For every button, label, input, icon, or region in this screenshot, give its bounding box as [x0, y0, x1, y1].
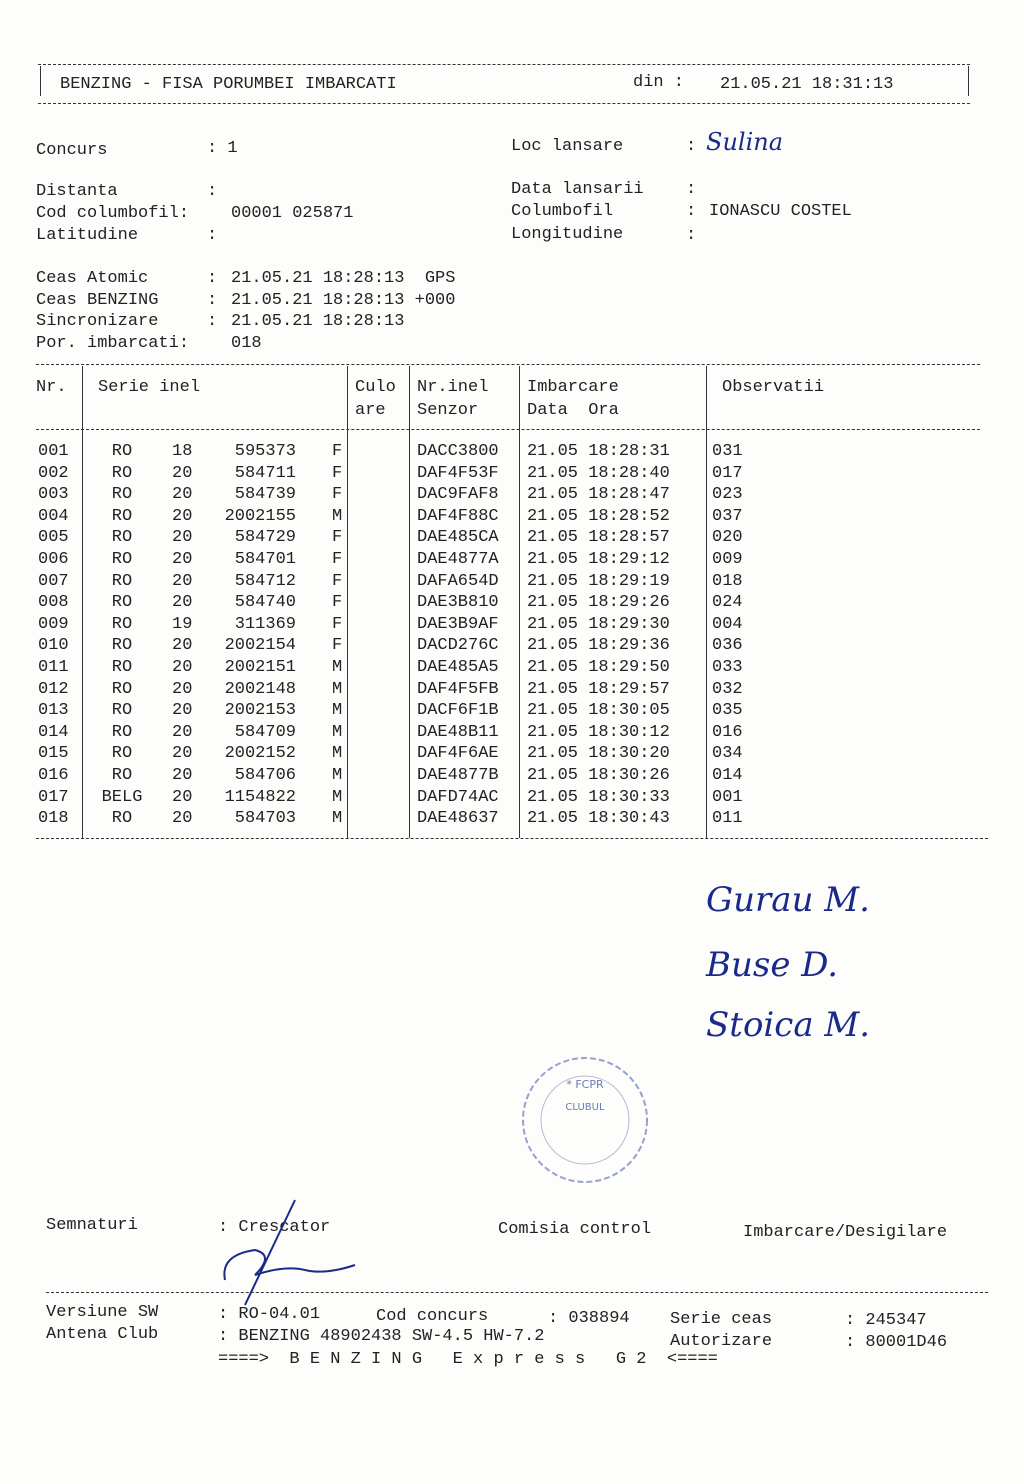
row-observatii: 024 — [712, 593, 743, 613]
table-row — [0, 441, 1024, 463]
row-sex: F — [332, 614, 343, 634]
row-observatii: 031 — [712, 442, 743, 461]
row-country: RO — [111, 593, 133, 613]
row-ring-number: 584712 — [234, 571, 296, 591]
row-country: RO — [111, 463, 133, 483]
distanta-label: Distanta — [36, 182, 118, 201]
row-observatii: 014 — [712, 766, 743, 785]
comisia-label: Comisia control — [498, 1220, 652, 1239]
header-culoare: Culo — [355, 378, 396, 397]
row-year: 18 — [172, 442, 193, 461]
table-row — [0, 463, 1024, 485]
row-boarding-time: 21.05 18:30:43 — [527, 809, 670, 829]
date-label: din : — [633, 73, 685, 92]
row-observatii: 034 — [712, 744, 743, 764]
table-row — [0, 571, 1024, 593]
row-sensor: DACC3800 — [417, 442, 499, 461]
row-ring-number: 584739 — [234, 485, 296, 505]
row-sex: F — [332, 485, 343, 505]
table-row — [0, 679, 1024, 701]
row-boarding-time: 21.05 18:29:50 — [527, 658, 670, 677]
row-country: RO — [111, 614, 133, 634]
row-boarding-time: 21.05 18:30:33 — [527, 787, 670, 807]
row-country: BELG — [101, 787, 143, 807]
table-row — [0, 765, 1024, 787]
row-sensor: DAE3B9AF — [417, 614, 499, 634]
table-row — [0, 635, 1024, 657]
divider — [36, 429, 980, 430]
row-sensor: DAE4877A — [417, 550, 499, 569]
row-sex: M — [332, 766, 343, 785]
row-country: RO — [111, 528, 133, 548]
row-sex: M — [332, 658, 343, 677]
row-sex: F — [332, 463, 343, 483]
row-boarding-time: 21.05 18:28:47 — [527, 485, 670, 505]
row-nr: 012 — [38, 679, 69, 699]
table-row — [0, 700, 1024, 722]
row-observatii: 009 — [712, 550, 743, 569]
row-country: RO — [111, 636, 133, 656]
ceas-benzing-label: Ceas BENZING — [36, 291, 159, 310]
semnaturi-label: Semnaturi — [46, 1216, 138, 1235]
row-boarding-time: 21.05 18:29:30 — [527, 614, 670, 634]
columbofil-value: IONASCU COSTEL — [709, 202, 852, 221]
ceas-benzing-value: 21.05.21 18:28:13 +000 — [231, 291, 456, 310]
row-year: 20 — [172, 636, 193, 656]
row-country: RO — [111, 506, 133, 526]
row-year: 20 — [172, 571, 193, 591]
row-observatii: 023 — [712, 485, 743, 505]
divider — [36, 838, 988, 839]
versiune-label: Versiune SW — [46, 1303, 159, 1322]
table-row — [0, 592, 1024, 614]
header-serie: Serie inel — [98, 378, 201, 397]
row-country: RO — [111, 550, 133, 569]
row-year: 20 — [172, 463, 193, 483]
antena-value: : BENZING 48902438 SW-4.5 HW-7.2 — [218, 1327, 545, 1346]
row-sex: M — [332, 787, 343, 807]
columbofil-label: Columbofil — [511, 202, 614, 221]
row-ring-number: 2002152 — [224, 744, 296, 764]
row-boarding-time: 21.05 18:29:26 — [527, 593, 670, 613]
antena-label: Antena Club — [46, 1325, 159, 1344]
row-sensor: DACD276C — [417, 636, 499, 656]
row-nr: 002 — [38, 463, 69, 483]
divider — [46, 1292, 988, 1293]
sincronizare-label: Sincronizare — [36, 312, 159, 331]
row-boarding-time: 21.05 18:28:40 — [527, 463, 670, 483]
row-sensor: DAE48B11 — [417, 722, 499, 742]
table-row — [0, 722, 1024, 744]
row-boarding-time: 21.05 18:28:52 — [527, 506, 670, 526]
row-sensor: DAF4F53F — [417, 463, 499, 483]
row-nr: 010 — [38, 636, 69, 656]
table-row — [0, 549, 1024, 571]
header-observatii: Observatii — [722, 378, 825, 397]
row-ring-number: 584709 — [234, 722, 296, 742]
serie-ceas-label: Serie ceas — [670, 1310, 773, 1329]
row-year: 20 — [172, 722, 193, 742]
autorizare-label: Autorizare — [670, 1332, 773, 1351]
row-ring-number: 2002153 — [224, 701, 296, 721]
signature-2: Buse D. — [706, 945, 839, 985]
row-sex: F — [332, 442, 343, 461]
row-boarding-time: 21.05 18:30:20 — [527, 744, 670, 764]
divider — [36, 364, 980, 365]
row-country: RO — [111, 809, 133, 829]
header-culoare-2: are — [355, 401, 386, 420]
table-row — [0, 506, 1024, 528]
table-row — [0, 527, 1024, 549]
row-observatii: 035 — [712, 701, 743, 721]
benzing-banner: ====> B E N Z I N G E x p r e s s G 2 <==== — [218, 1350, 718, 1369]
row-ring-number: 584711 — [234, 463, 296, 483]
row-year: 20 — [172, 701, 193, 721]
row-boarding-time: 21.05 18:29:19 — [527, 571, 670, 591]
data-lansarii-label: Data lansarii — [511, 180, 644, 199]
row-year: 20 — [172, 679, 193, 699]
row-ring-number: 584729 — [234, 528, 296, 548]
latitudine-label: Latitudine — [36, 226, 139, 245]
header-nr-inel: Nr.inel — [417, 378, 489, 397]
loc-lansare-label: Loc lansare — [511, 137, 624, 156]
concurs-value: : 1 — [207, 139, 238, 158]
table-row — [0, 787, 1024, 809]
row-sensor: DAF4F88C — [417, 506, 499, 526]
row-nr: 014 — [38, 722, 69, 742]
row-observatii: 036 — [712, 636, 743, 656]
row-observatii: 016 — [712, 722, 743, 742]
row-boarding-time: 21.05 18:29:57 — [527, 679, 670, 699]
row-year: 20 — [172, 506, 193, 526]
document-page: BENZING - FISA PORUMBEI IMBARCATI din : 21.05.21 18:31:13 Concurs : 1 Loc lansare : Sulina Distanta : Cod columbofil: 00001 025871 Latitudine : Data lansarii : Columbofil : IONASCU COSTEL Longitudine : Ceas Atomic : 21.05.21 18:28:13 GPS Ceas BENZING : 21.05.21 18:28:13 +000 Sincronizare : 21.05.21 18:28:13 Por. imbarcati: 018 Nr. Serie inel Culo are Nr.inel Senzor Imbarcare Data Ora Observatii 001 RO 18 595373 F DACC3800 21.05 18:28:31 031 002 RO 20 584711 F DAF4F53F 21.05 18:28:40 017 003 RO 20 584739 F DAC9FAF8 21.05 18:28:47 023 004 RO 20 2002155 M DAF4F88C 21.05 18:28:52 037 005 RO 20 584729 F DAE485CA 21.05 18:28:57 020 006 RO 20 584701 F DAE4877A 21.05 18:29:12 009 007 RO 20 584712 F DAFA654D 21.05 18:29:19 018 008 RO 20 584740 F DAE3B810 21.05 18:29:26 024 009 RO 19 311369 F DAE3B9AF 21.05 18:29:30 004 010 RO 20 2002154 F DACD276C 21.05 18:29:36 036 011 RO 20 2002151 M DAE485A5 21.05 18:29:50 033 012 RO 20 2002148 M DAF4F5FB 21.05 18:29:57 032 013 RO 20 2002153 M DACF6F1B 21.05 18:30:05 035 014 RO 20 584709 M DAE48B11 21.05 18:30:12 016 015 RO 20 2002152 M DAF4F6AE 21.05 18:30:20 034 016 RO 20 584706 M DAE4877B 21.05 18:30:26 014 017 BELG 20 1154822 M DAFD74AC 21.05 18:30:33 001 018 RO 20 584703 M DAE48637 21.05 18:30:43 011 Gurau M. Buse D. Stoica M. * FCPR CLUBUL Semnaturi : Crescator Comisia control Imbarcare/Desigilare Versiune SW : RO-04.01 Cod concurs : 038894 Serie ceas : 245347 Antena Club : BENZING 48902438 SW-4.5 HW-7.2 Autorizare : 80001D46 ====> B E N Z I N G E x p r e s s G 2 <==== — [0, 0, 1024, 1484]
row-nr: 011 — [38, 658, 69, 677]
row-sex: F — [332, 593, 343, 613]
row-ring-number: 584706 — [234, 766, 296, 785]
row-sex: F — [332, 550, 343, 569]
table-row — [0, 657, 1024, 679]
row-sex: M — [332, 809, 343, 829]
row-ring-number: 584703 — [234, 809, 296, 829]
row-ring-number: 2002155 — [224, 506, 296, 526]
versiune-value: : RO-04.01 — [218, 1305, 321, 1324]
row-country: RO — [111, 658, 133, 677]
row-nr: 001 — [38, 442, 69, 461]
row-boarding-time: 21.05 18:30:05 — [527, 701, 670, 721]
row-ring-number: 584740 — [234, 593, 296, 613]
row-year: 20 — [172, 593, 193, 613]
row-observatii: 033 — [712, 658, 743, 677]
row-boarding-time: 21.05 18:30:12 — [527, 722, 670, 742]
longitudine-label: Longitudine — [511, 225, 624, 244]
row-observatii: 032 — [712, 679, 743, 699]
row-boarding-time: 21.05 18:29:12 — [527, 550, 670, 569]
row-year: 20 — [172, 744, 193, 764]
signature-1: Gurau M. — [706, 880, 870, 920]
loc-lansare-handwritten: Sulina — [706, 128, 784, 156]
header-imbarcare: Imbarcare — [527, 378, 619, 397]
cod-concurs-label: Cod concurs — [376, 1307, 489, 1326]
row-ring-number: 2002151 — [224, 658, 296, 677]
row-ring-number: 2002148 — [224, 679, 296, 699]
row-sensor: DAE4877B — [417, 766, 499, 785]
row-nr: 004 — [38, 506, 69, 526]
club-stamp — [500, 1048, 670, 1198]
row-year: 20 — [172, 485, 193, 505]
autorizare-value: : 80001D46 — [845, 1333, 948, 1352]
porumbei-imbarcati-label: Por. imbarcati: — [36, 334, 190, 353]
ceas-atomic-label: Ceas Atomic — [36, 269, 149, 288]
row-year: 20 — [172, 528, 193, 548]
row-observatii: 011 — [712, 809, 743, 829]
row-observatii: 001 — [712, 787, 743, 807]
table-row — [0, 484, 1024, 506]
cod-value: 00001 025871 — [231, 204, 354, 223]
row-year: 20 — [172, 658, 193, 677]
document-title: BENZING - FISA PORUMBEI IMBARCATI — [60, 75, 397, 94]
svg-text:CLUBUL: CLUBUL — [565, 1102, 605, 1113]
row-sensor: DAE48637 — [417, 809, 499, 829]
row-nr: 018 — [38, 809, 69, 829]
row-country: RO — [111, 766, 133, 785]
divider — [40, 66, 41, 96]
crescator-label: : Crescator — [218, 1218, 331, 1237]
row-sex: M — [332, 679, 343, 699]
table-row — [0, 743, 1024, 765]
sincronizare-value: 21.05.21 18:28:13 — [231, 312, 405, 331]
row-sensor: DAE485A5 — [417, 658, 499, 677]
porumbei-imbarcati-value: 018 — [231, 334, 262, 353]
row-sex: F — [332, 528, 343, 548]
print-date: 21.05.21 18:31:13 — [720, 75, 894, 94]
row-country: RO — [111, 485, 133, 505]
row-nr: 008 — [38, 593, 69, 613]
row-country: RO — [111, 679, 133, 699]
row-observatii: 017 — [712, 463, 743, 483]
divider — [38, 103, 970, 104]
row-nr: 006 — [38, 550, 69, 569]
row-nr: 007 — [38, 571, 69, 591]
row-observatii: 018 — [712, 571, 743, 591]
cod-concurs-value: : 038894 — [548, 1309, 630, 1328]
row-nr: 009 — [38, 614, 69, 634]
row-sensor: DAF4F6AE — [417, 744, 499, 764]
row-boarding-time: 21.05 18:28:31 — [527, 442, 670, 461]
row-year: 20 — [172, 766, 193, 785]
row-sensor: DAFA654D — [417, 571, 499, 591]
svg-text:* FCPR: * FCPR — [566, 1078, 604, 1091]
table-row — [0, 808, 1024, 830]
row-country: RO — [111, 722, 133, 742]
row-sensor: DAC9FAF8 — [417, 485, 499, 505]
row-nr: 003 — [38, 485, 69, 505]
row-observatii: 004 — [712, 614, 743, 634]
crescator-signature — [215, 1195, 365, 1315]
serie-ceas-value: : 245347 — [845, 1311, 927, 1330]
divider — [968, 66, 969, 96]
header-senzor: Senzor — [417, 401, 479, 420]
divider — [38, 64, 970, 65]
row-country: RO — [111, 701, 133, 721]
row-observatii: 020 — [712, 528, 743, 548]
row-nr: 015 — [38, 744, 69, 764]
table-row — [0, 614, 1024, 636]
row-nr: 013 — [38, 701, 69, 721]
row-sex: M — [332, 506, 343, 526]
row-observatii: 037 — [712, 506, 743, 526]
header-nr: Nr. — [36, 378, 67, 397]
row-sex: F — [332, 571, 343, 591]
signature-3: Stoica M. — [706, 1005, 871, 1045]
row-year: 19 — [172, 614, 193, 634]
row-nr: 017 — [38, 787, 69, 807]
row-sensor: DAF4F5FB — [417, 679, 499, 699]
row-country: RO — [111, 442, 133, 461]
ceas-atomic-value: 21.05.21 18:28:13 GPS — [231, 269, 456, 288]
row-year: 20 — [172, 809, 193, 829]
cod-label: Cod columbofil: — [36, 204, 190, 223]
row-country: RO — [111, 571, 133, 591]
row-sex: F — [332, 636, 343, 656]
row-ring-number: 584701 — [234, 550, 296, 569]
row-nr: 016 — [38, 766, 69, 785]
row-boarding-time: 21.05 18:30:26 — [527, 766, 670, 785]
row-sensor: DAFD74AC — [417, 787, 499, 807]
row-sensor: DACF6F1B — [417, 701, 499, 721]
row-sex: M — [332, 701, 343, 721]
row-boarding-time: 21.05 18:28:57 — [527, 528, 670, 548]
row-year: 20 — [172, 787, 193, 807]
row-ring-number: 311369 — [234, 614, 296, 634]
row-year: 20 — [172, 550, 193, 569]
concurs-label: Concurs — [36, 141, 108, 160]
header-data-ora: Data Ora — [527, 401, 619, 420]
row-nr: 005 — [38, 528, 69, 548]
row-sex: M — [332, 744, 343, 764]
row-sensor: DAE3B810 — [417, 593, 499, 613]
row-ring-number: 595373 — [234, 442, 296, 461]
row-sex: M — [332, 722, 343, 742]
row-country: RO — [111, 744, 133, 764]
row-ring-number: 2002154 — [224, 636, 296, 656]
row-boarding-time: 21.05 18:29:36 — [527, 636, 670, 656]
row-sensor: DAE485CA — [417, 528, 499, 548]
imbarcare-desigilare-label: Imbarcare/Desigilare — [743, 1223, 948, 1242]
row-ring-number: 1154822 — [224, 787, 296, 807]
